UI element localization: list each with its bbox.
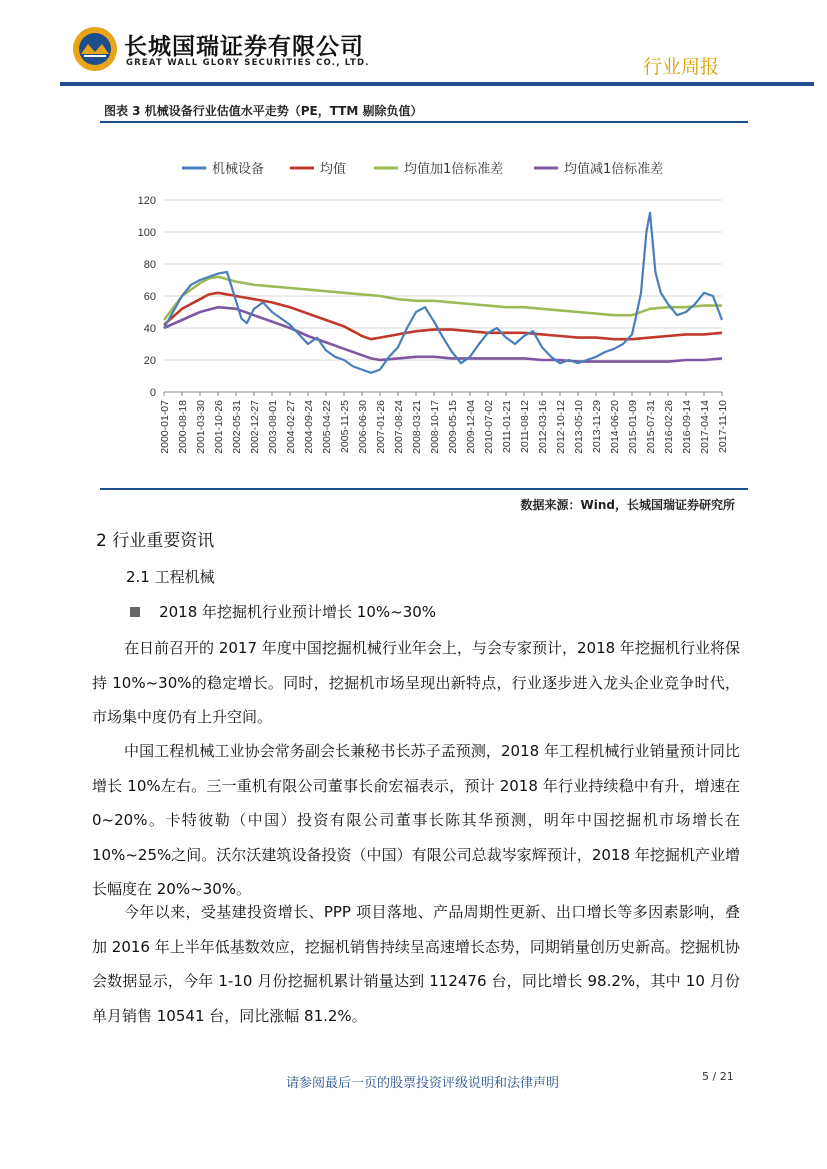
x-tick-label: 2007-01-26 (375, 400, 387, 454)
company-logo (72, 26, 118, 72)
legend-label-1: 机械设备 (212, 162, 265, 177)
y-tick-label: 120 (137, 195, 156, 207)
x-tick-label: 2008-10-17 (429, 400, 441, 454)
x-tick-label: 2006-06-30 (357, 400, 369, 454)
paragraph-3: 今年以来，受基建投资增长、PPP 项目落地、产品周期性更新、出口增长等多因素影响，叠加 2016 年上半年低基数效应，挖掘机销售持续呈高速增长态势，同期销量创历史新高。挖掘机协会数据显示，今年 1-10 月份挖掘机累计销量达到 112476 台，同比增长 98.2%，其中 10 月份单月销售 10541 台，同比涨幅 81.2%。 (92, 903, 740, 1025)
news-bullet-title: 2018 年挖掘机行业预计增长 10%~30% (159, 603, 437, 621)
x-tick-label: 2015-01-09 (627, 400, 639, 454)
pe-valuation-line-chart (100, 150, 748, 485)
x-tick-label: 2004-09-24 (303, 400, 315, 454)
x-tick-label: 2009-05-15 (447, 400, 459, 454)
x-tick-label: 2017-04-14 (699, 400, 711, 454)
x-tick-label: 2005-04-22 (321, 400, 333, 454)
x-tick-label: 2012-03-16 (537, 400, 549, 454)
company-name-en: GREAT WALL GLORY SECURITIES CO., LTD. (126, 58, 370, 68)
x-tick-label: 2000-01-07 (159, 400, 171, 454)
x-tick-label: 2009-12-04 (465, 400, 477, 454)
legend-label-3: 均值加1倍标准差 (404, 162, 504, 177)
x-tick-label: 2001-10-26 (213, 400, 225, 454)
figure-source: 数据来源：Wind，长城国瑞证券研究所 (520, 498, 735, 512)
y-tick-label: 0 (149, 387, 156, 399)
series-line-1 (164, 213, 722, 373)
x-tick-label: 2013-05-10 (573, 400, 585, 454)
figure-bottom-divider (100, 488, 748, 490)
x-tick-label: 2017-11-10 (717, 400, 729, 453)
x-tick-label: 2005-11-25 (339, 400, 351, 453)
y-tick-label: 40 (143, 323, 156, 335)
x-tick-label: 2001-03-30 (195, 400, 207, 454)
x-tick-label: 2002-12-27 (249, 400, 261, 454)
report-type: 行业周报 (642, 56, 719, 78)
y-tick-label: 20 (143, 355, 156, 367)
series-line-4 (164, 307, 722, 361)
square-bullet-icon (130, 607, 140, 617)
x-tick-label: 2012-10-12 (555, 400, 567, 454)
x-tick-label: 2004-02-27 (285, 400, 297, 454)
news-bullet (130, 601, 436, 622)
subsection-heading: 2.1 工程机械 (126, 568, 215, 586)
x-tick-label: 2011-08-12 (519, 400, 531, 453)
header-divider (60, 82, 814, 86)
footer-disclaimer: 请参阅最后一页的股票投资评级说明和法律声明 (286, 1076, 560, 1091)
x-tick-label: 2007-08-24 (393, 400, 405, 454)
legend-label-2: 均值 (320, 162, 347, 177)
paragraph-1: 在日前召开的 2017 年度中国挖掘机械行业年会上，与会专家预计，2018 年挖掘机行业将保持 10%~30%的稳定增长。同时，挖掘机市场呈现出新特点，行业逐步进入龙头企业竞争时代，市场集中度仍有上升空间。 (92, 639, 740, 726)
series-line-2 (164, 293, 722, 339)
page-number: 5 / 21 (702, 1070, 734, 1083)
x-tick-label: 2011-01-21 (501, 400, 513, 453)
x-tick-label: 2008-03-21 (411, 400, 423, 454)
x-tick-label: 2015-07-31 (645, 400, 657, 454)
x-tick-label: 2000-08-18 (177, 400, 189, 454)
y-tick-label: 100 (137, 227, 156, 239)
x-tick-label: 2016-02-26 (663, 400, 675, 454)
x-tick-label: 2016-09-14 (681, 400, 693, 454)
figure-title: 图表 3 机械设备行业估值水平走势（PE，TTM 剔除负值） (104, 104, 423, 118)
section-heading: 2 行业重要资讯 (96, 531, 215, 551)
company-name-cn: 长城国瑞证券有限公司 (124, 34, 364, 60)
x-tick-label: 2010-07-02 (483, 400, 495, 454)
figure-top-divider (100, 121, 748, 123)
y-tick-label: 80 (143, 259, 156, 271)
legend-label-4: 均值减1倍标准差 (564, 162, 664, 177)
x-tick-label: 2014-06-20 (609, 400, 621, 454)
paragraph-2: 中国工程机械工业协会常务副会长兼秘书长苏子孟预测，2018 年工程机械行业销量预计同比增长 10%左右。三一重机有限公司董事长俞宏福表示，预计 2018 年行业持续稳中有升，增速在 0~20%。卡特彼勒（中国）投资有限公司董事长陈其华预测，明年中国挖掘机市场增长在 10%~25%之间。沃尔沃建筑设备投资（中国）有限公司总裁岑家辉预计，2018 年挖掘机产业增长幅度在 20%~30%。 (92, 742, 740, 898)
x-tick-label: 2013-11-29 (591, 400, 603, 453)
x-tick-label: 2002-05-31 (231, 400, 243, 454)
y-tick-label: 60 (143, 291, 156, 303)
x-tick-label: 2003-08-01 (267, 400, 279, 454)
